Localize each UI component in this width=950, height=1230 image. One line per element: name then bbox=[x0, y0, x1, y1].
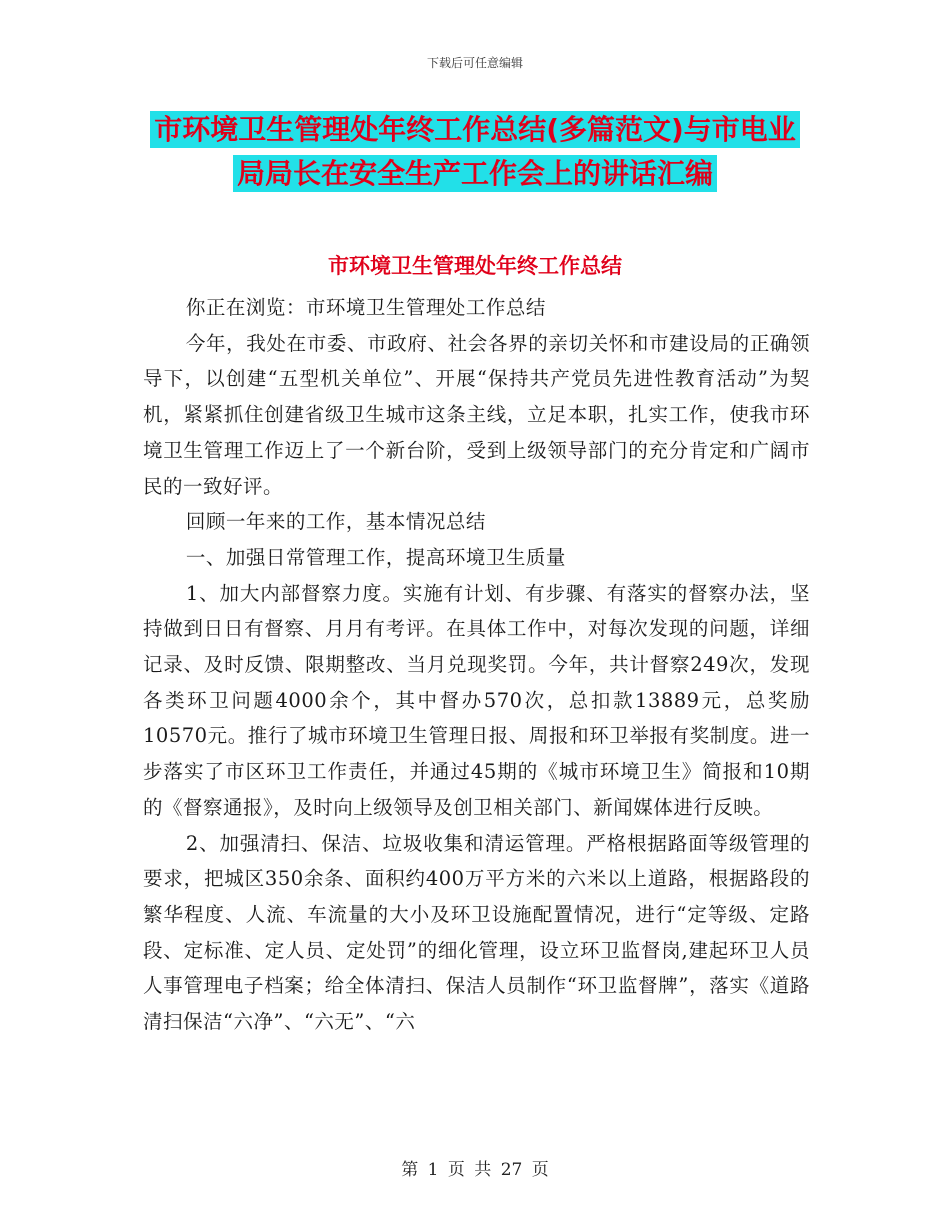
paragraph-section-one: 一、加强日常管理工作，提高环境卫生质量 bbox=[185, 545, 566, 569]
document-title-text-2: 局局长在安全生产工作会上的讲话汇编 bbox=[233, 155, 717, 192]
paragraph-item-one: 1、加大内部督察力度。实施有计划、有步骤、有落实的督察办法，坚持做到日日有督察、月月有考评。在具体工作中，对每次发现的问题，详细记录、及时反馈、限期整改、当月兑现奖罚。今年，共计督察249次，发现各类环卫问题4000余个，其中督办570次，总扣款13889元，总奖励10570元。推行了城市环境卫生管理日报、周报和环卫举报有奖制度。进一步落实了市区环卫工作责任，并通过45期的《城市环境卫生》简报和10期的《督察通报》，及时向上级领导及创卫相关部门、新闻媒体进行反映。 bbox=[143, 581, 810, 819]
document-title-text-1: 市环境卫生管理处年终工作总结(多篇范文)与市电业 bbox=[150, 111, 800, 148]
page-header-note: 下载后可任意编辑 bbox=[426, 56, 523, 70]
paragraph-browsing-note: 你正在浏览：市环境卫生管理处工作总结 bbox=[185, 296, 546, 319]
document-title-line-1 bbox=[0, 113, 950, 147]
paragraph-review: 回顾一年来的工作，基本情况总结 bbox=[185, 510, 486, 534]
document-body bbox=[143, 290, 810, 1040]
section-heading: 市环境卫生管理处年终工作总结 bbox=[328, 254, 622, 278]
paragraph-intro: 今年，我处在市委、市政府、社会各界的亲切关怀和市建设局的正确领导下，以创建“五型机关单位”、开展“保持共产党员先进性教育活动”为契机，紧紧抓住创建省级卫生城市这条主线，立足本职，扎实工作，使我市环境卫生管理工作迈上了一个新台阶，受到上级领导部门的充分肯定和广阔市民的一致好评。 bbox=[143, 331, 810, 498]
paragraph-item-two: 2、加强清扫、保洁、垃圾收集和清运管理。严格根据路面等级管理的要求，把城区350余条、面积约400万平方米的六米以上道路，根据路段的繁华程度、人流、车流量的大小及环卫设施配置情况，进行“定等级、定路段、定标准、定人员、定处罚”的细化管理，设立环卫监督岗,建起环卫人员人事管理电子档案；给全体清扫、保洁人员制作“环卫监督牌”，落实《道路清扫保洁“六净”、“六无”、“六 bbox=[143, 831, 810, 1034]
page-footer: 第 1 页 共 27 页 bbox=[401, 1160, 549, 1180]
document-title-line-2 bbox=[0, 157, 950, 191]
